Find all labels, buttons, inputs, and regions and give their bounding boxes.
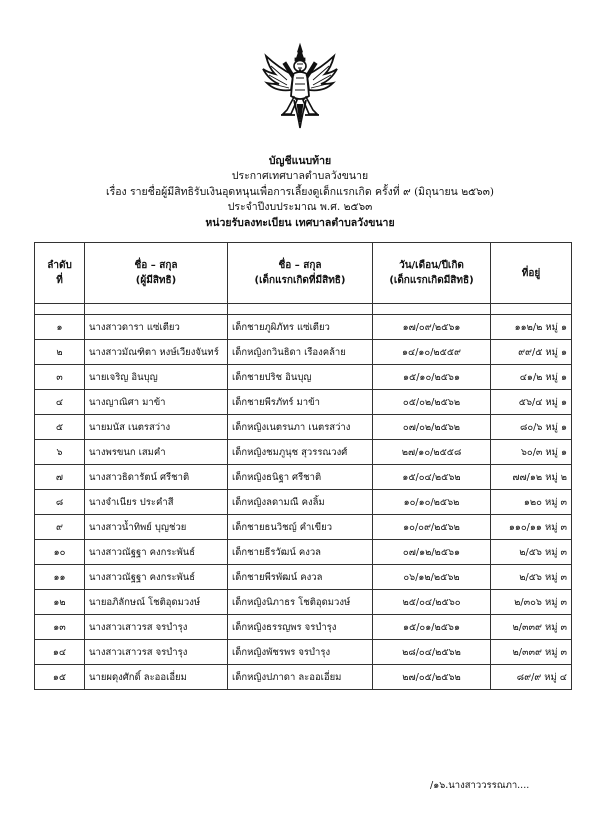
cell-address: ๒/๕๖ หมู่ ๓: [491, 565, 572, 590]
gap-cell: [85, 304, 228, 315]
cell-dob: ๐๗/๐๒/๒๕๖๒: [373, 415, 491, 440]
cell-no: ๔: [35, 390, 85, 415]
header-child-line2: (เด็กแรกเกิดที่มีสิทธิ): [254, 275, 346, 286]
table-row: [35, 615, 572, 640]
cell-child: เด็กชายพีรพัฒน์ คงวล: [228, 565, 373, 590]
cell-child: เด็กชายพีรภัทร์ มาข้า: [228, 390, 373, 415]
cell-address: ๗๗/๑๒ หมู่ ๒: [491, 465, 572, 490]
cell-address: ๒/๓๓๙ หมู่ ๓: [491, 615, 572, 640]
cell-parent: นายเจริญ อินบุญ: [85, 365, 228, 390]
header-registration-unit: หน่วยรับลงทะเบียน เทศบาลตำบลวังขนาย: [205, 216, 395, 229]
header-subject: เรื่อง รายชื่อผู้มีสิทธิรับเงินอุดหนุนเพื่อการเลี้ยงดูเด็กแรกเกิด ครั้งที่ ๙ (มิถุนายน ๒๕๖๓): [106, 185, 494, 198]
cell-address: ๑๑๒/๒ หมู่ ๑: [491, 315, 572, 340]
cell-child: เด็กหญิงกวินธิดา เรืองคล้าย: [228, 340, 373, 365]
gap-cell: [35, 304, 85, 315]
cell-no: ๑๕: [35, 665, 85, 690]
cell-no: ๑๔: [35, 640, 85, 665]
cell-child: เด็กชายธีรวัฒน์ คงวล: [228, 540, 373, 565]
cell-dob: ๑๗/๐๙/๒๕๖๑: [373, 315, 491, 340]
cell-no: ๓: [35, 365, 85, 390]
cell-child: เด็กหญิงธนิฐา ศรีชาติ: [228, 465, 373, 490]
header-no: [35, 243, 85, 304]
table-row: [35, 465, 572, 490]
cell-parent: นายอภิลักษณ์ โชติอุดมวงษ์: [85, 590, 228, 615]
table-row: [35, 540, 572, 565]
header-parent: [85, 243, 228, 304]
cell-child: เด็กหญิงพัชรพร จรบำรุง: [228, 640, 373, 665]
cell-child: เด็กหญิงปภาดา ละออเอี่ยม: [228, 665, 373, 690]
cell-parent: นางพรขนก เสมคำ: [85, 440, 228, 465]
table-row: [35, 490, 572, 515]
table-row: [35, 315, 572, 340]
table-header-row: [35, 243, 572, 304]
cell-dob: ๒๗/๑๐/๒๕๕๘: [373, 440, 491, 465]
header-announcement: ประกาศเทศบาลตำบลวังขนาย: [231, 170, 369, 183]
cell-no: ๖: [35, 440, 85, 465]
table-row: [35, 415, 572, 440]
cell-parent: นางสาวณัฐฐา คงกระพันธ์: [85, 565, 228, 590]
cell-address: ๑๒๐ หมู่ ๓: [491, 490, 572, 515]
header-address: [491, 243, 572, 304]
cell-parent: นางสาวณัฐฐา คงกระพันธ์: [85, 540, 228, 565]
cell-address: ๒/๕๖ หมู่ ๓: [491, 540, 572, 565]
gap-cell: [491, 304, 572, 315]
cell-no: ๑: [35, 315, 85, 340]
cell-dob: ๑๐/๑๐/๒๕๖๒: [373, 490, 491, 515]
cell-address: ๕๖/๔ หมู่ ๑: [491, 390, 572, 415]
table-row: [35, 390, 572, 415]
cell-no: ๕: [35, 415, 85, 440]
cell-dob: ๑๐/๐๙/๒๕๖๒: [373, 515, 491, 540]
cell-no: ๗: [35, 465, 85, 490]
cell-dob: ๐๕/๐๒/๒๕๖๒: [373, 390, 491, 415]
header-title: บัญชีแนบท้าย: [268, 155, 332, 167]
cell-child: เด็กชายปริช อินบุญ: [228, 365, 373, 390]
header-dob-line2: (เด็กแรกเกิดมีสิทธิ): [389, 275, 474, 286]
cell-address: ๘๐/๖ หมู่ ๑: [491, 415, 572, 440]
cell-address: ๔๑/๒ หมู่ ๑: [491, 365, 572, 390]
cell-dob: ๐๗/๑๒/๒๕๖๑: [373, 540, 491, 565]
recipients-table: [34, 242, 572, 690]
cell-child: เด็กหญิงชมภูนุช สุวรรณวงศ์: [228, 440, 373, 465]
cell-child: เด็กหญิงเนตรนภา เนตรสว่าง: [228, 415, 373, 440]
cell-parent: นางจำเนียร ประคำสี: [85, 490, 228, 515]
table-gap-row: [35, 304, 572, 315]
cell-dob: ๒๗/๐๕/๒๕๖๒: [373, 665, 491, 690]
cell-no: ๑๑: [35, 565, 85, 590]
header-parent-line1: ชื่อ – สกุล: [134, 260, 178, 271]
cell-no: ๘: [35, 490, 85, 515]
cell-parent: นางสาวธิดารัตน์ ศรีชาติ: [85, 465, 228, 490]
cell-address: ๒/๓๓๙ หมู่ ๓: [491, 640, 572, 665]
cell-address: ๖๐/๓ หมู่ ๑: [491, 440, 572, 465]
garuda-emblem-icon: [261, 42, 339, 142]
gap-cell: [228, 304, 373, 315]
cell-parent: นางสาวเสาวรส จรบำรุง: [85, 615, 228, 640]
cell-parent: นางสาวน้ำทิพย์ บุญช่วย: [85, 515, 228, 540]
table-row: [35, 515, 572, 540]
cell-no: ๑๐: [35, 540, 85, 565]
cell-child: เด็กหญิงนิภาธร โชติอุดมวงษ์: [228, 590, 373, 615]
continuation-note: /๑๖.นางสาววรรณภา....: [430, 780, 530, 791]
cell-address: ๑๑๐/๑๑ หมู่ ๓: [491, 515, 572, 540]
cell-no: ๙: [35, 515, 85, 540]
cell-child: เด็กชายธนวิชญ์ คำเขียว: [228, 515, 373, 540]
header-fiscal-year: ประจำปีงบประมาณ พ.ศ. ๒๕๖๓: [227, 201, 373, 214]
cell-dob: ๑๔/๑๐/๒๕๕๙: [373, 340, 491, 365]
cell-child: เด็กหญิงธรรญพร จรบำรุง: [228, 615, 373, 640]
header-child-line1: ชื่อ – สกุล: [278, 260, 322, 271]
cell-parent: นางสาวเสาวรส จรบำรุง: [85, 640, 228, 665]
table-row: [35, 590, 572, 615]
table-row: [35, 340, 572, 365]
cell-parent: นายผดุงศักดิ์ ละออเอี่ยม: [85, 665, 228, 690]
cell-no: ๑๓: [35, 615, 85, 640]
cell-child: เด็กหญิงลดามณี คงลิ้ม: [228, 490, 373, 515]
cell-address: ๙๙/๕ หมู่ ๑: [491, 340, 572, 365]
cell-parent: นางญาณิศา มาข้า: [85, 390, 228, 415]
gap-cell: [373, 304, 491, 315]
header-address-text: ที่อยู่: [521, 267, 541, 279]
cell-parent: นางสาวมัณฑิตา หงษ์เวียงจันทร์: [85, 340, 228, 365]
header-no-line1: ลำดับ: [47, 260, 72, 271]
table-row: [35, 640, 572, 665]
header-child: [228, 243, 373, 304]
header-parent-line2: (ผู้มีสิทธิ): [135, 275, 177, 286]
cell-dob: ๐๖/๑๒/๒๕๖๒: [373, 565, 491, 590]
cell-dob: ๑๕/๐๔/๒๕๖๒: [373, 465, 491, 490]
table-row: [35, 665, 572, 690]
cell-dob: ๒๕/๐๔/๒๕๖๐: [373, 590, 491, 615]
header-dob: [373, 243, 491, 304]
cell-address: ๒/๓๐๖ หมู่ ๓: [491, 590, 572, 615]
table-row: [35, 440, 572, 465]
header-dob-line1: วัน/เดือน/ปีเกิด: [399, 260, 464, 271]
cell-address: ๘๙/๙ หมู่ ๔: [491, 665, 572, 690]
table-row: [35, 565, 572, 590]
cell-dob: ๒๘/๐๔/๒๕๖๒: [373, 640, 491, 665]
cell-parent: นางสาวดารา แซ่เตียว: [85, 315, 228, 340]
table-row: [35, 365, 572, 390]
cell-dob: ๑๕/๐๑/๒๕๖๑: [373, 615, 491, 640]
document-header: [90, 154, 510, 231]
cell-child: เด็กชายภูผิภัทร แซ่เตียว: [228, 315, 373, 340]
cell-no: ๑๒: [35, 590, 85, 615]
cell-parent: นายมนัส เนตรสว่าง: [85, 415, 228, 440]
cell-no: ๒: [35, 340, 85, 365]
header-no-line2: ที่: [56, 275, 63, 286]
cell-dob: ๑๕/๑๐/๒๕๖๑: [373, 365, 491, 390]
